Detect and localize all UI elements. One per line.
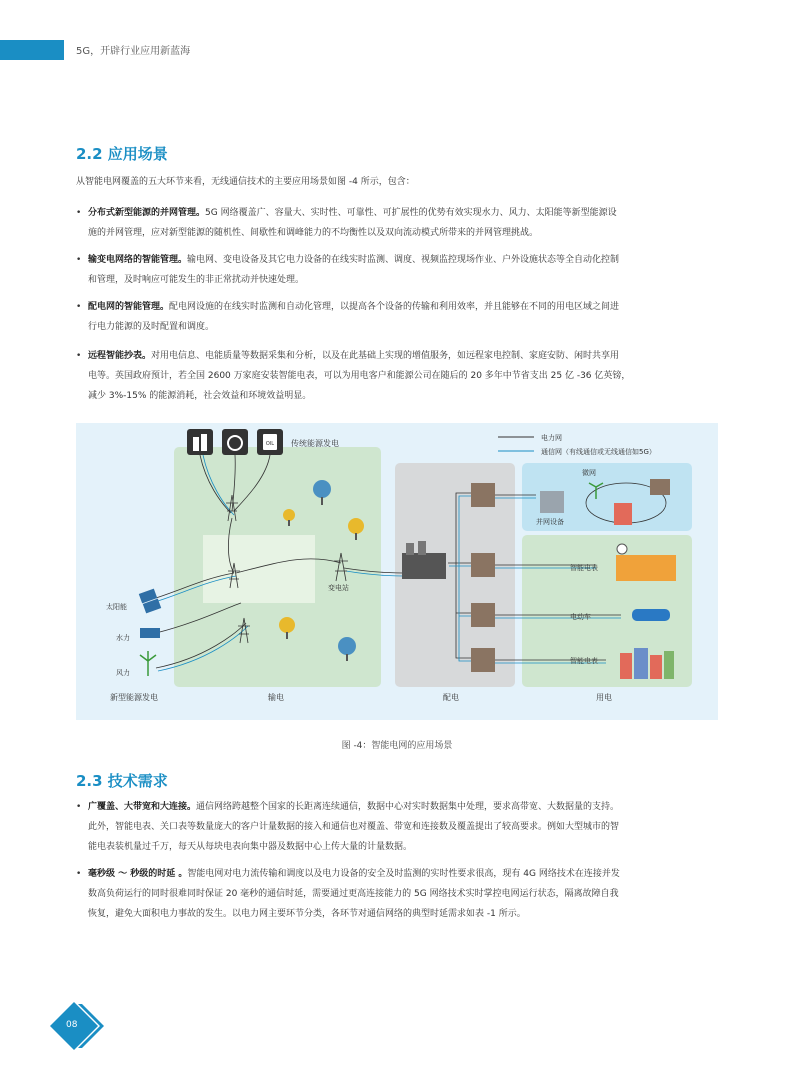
bullet-text: 恢复，避免大面积电力事故的发生。以电力网主要环节分类，各环节对通信网络的典型时延需求如表 -1 所示。 (88, 909, 526, 919)
traditional-power-label: 传统能源发电 (291, 439, 339, 448)
bullet-text: 数高负荷运行的同时很难同时保证 20 毫秒的通信时延，需要通过更高连接能力的 5G 网络技术实时掌控电网运行状态，隔离故障自我 (88, 889, 619, 899)
meter-icon (617, 544, 627, 554)
zone-label-distribution: 配电 (443, 693, 459, 702)
water-label: 水力 (116, 634, 130, 642)
building-icon (664, 651, 674, 679)
header-accent-bar (0, 40, 64, 60)
chimney-icon (406, 543, 414, 555)
cooling-tower-icon (193, 437, 199, 451)
electric-car-icon (632, 609, 670, 621)
bullet-text: 通信网络跨越整个国家的长距离连续通信，数据中心对实时数据集中处理，要求高带宽、大数据量的支持。 (196, 802, 620, 812)
factory-icon (616, 555, 676, 581)
bullet-text: 能电表装机量过千万，每天从每块电表向集中器及数据中心上传大量的计量数据。 (88, 842, 413, 852)
microgrid-server-icon (650, 479, 670, 495)
server-icon (471, 553, 495, 577)
bullet-item (76, 346, 728, 406)
page-badge-shape (48, 996, 108, 1056)
bullet-lead: 分布式新型能源的并网管理。 (88, 208, 206, 218)
server-icon (471, 648, 495, 672)
legend-comm-label: 通信网（有线通信或无线通信如5G） (541, 448, 656, 456)
bullet-lead: 远程智能抄表。 (88, 351, 152, 361)
building-icon (614, 503, 632, 525)
smart-meter-label-2: 智能电表 (570, 657, 598, 665)
distribution-center-icon (402, 553, 446, 579)
building-icon (620, 653, 632, 679)
bullet-item (76, 203, 728, 243)
grid-device-label: 并网设备 (536, 518, 564, 526)
zone-label-consumption: 用电 (596, 693, 612, 702)
smart-meter-label-1: 智能电表 (570, 564, 598, 572)
bullet-lead: 毫秒级 ～ 秒级的时延 。 (88, 869, 188, 879)
wind-turbine-icon (140, 651, 156, 676)
legend-power-label: 电力网 (541, 434, 562, 442)
bullet-text: 此外，智能电表、关口表等数量庞大的客户计量数据的接入和通信也对覆盖、带宽和连接数及覆盖提出了较高要求。例如大型城市的智 (88, 822, 620, 832)
bullet-lead: 广覆盖、大带宽和大连接。 (88, 802, 197, 812)
server-icon (471, 603, 495, 627)
bullet-text: 减少 3%-15% 的能源消耗，社会效益和环境效益明显。 (88, 391, 312, 401)
bullet-text: 施的并网管理，应对新型能源的随机性、间歇性和调峰能力的不均衡性以及双向流动模式所带来的并网管理挑战。 (88, 228, 539, 238)
smart-grid-svg (76, 423, 718, 720)
building-icon (634, 648, 648, 679)
server-icon (471, 483, 495, 507)
figure-caption: 图 -4：智能电网的应用场景 (341, 741, 453, 751)
bullet-text: 对用电信息、电能质量等数据采集和分析，以及在此基础上实现的增值服务，如远程家电控制、家庭安防、闲时共享用 (151, 351, 620, 361)
page-number: 08 (66, 1020, 78, 1030)
grid-device-icon (540, 491, 564, 513)
zone-label-generation: 新型能源发电 (110, 693, 158, 702)
bullet-text: 智能电网对电力流传输和调度以及电力设备的安全及时监测的实时性要求很高，现有 4G 网络技术在连接并发 (187, 869, 620, 879)
wind-label: 风力 (116, 669, 130, 677)
bullet-item (76, 797, 728, 857)
smart-grid-diagram (76, 423, 718, 720)
bullet-item (76, 250, 728, 290)
substation-label: 变电站 (328, 584, 349, 592)
hydro-icon (140, 628, 160, 638)
zone-label-transmission: 输电 (268, 693, 284, 702)
page-number-badge (48, 996, 108, 1056)
bullet-item (76, 864, 728, 924)
bullet-text: 5G 网络覆盖广、容量大、实时性、可靠性、可扩展性的优势有效实现水力、风力、太阳能等新型能源设 (205, 208, 617, 218)
chimney-icon (418, 541, 426, 555)
solar-label: 太阳能 (106, 603, 127, 611)
bullet-text: 电等。英国政府预计，若全国 2600 万家庭安装智能电表，可以为用电客户和能源公司在随后的 20 多年中节省支出 25 亿 -36 亿英镑， (88, 371, 631, 381)
bullet-text: 和管理，及时响应可能发生的非正常扰动并快速处理。 (88, 275, 305, 285)
running-header: 5G，开辟行业应用新蓝海 (76, 46, 191, 57)
section-heading-2-2: 2.2 应用场景 (76, 145, 168, 163)
substation-area (203, 535, 315, 603)
bullet-text: 行电力能源的及时配置和调度。 (88, 322, 215, 332)
microgrid-label: 微网 (582, 469, 596, 477)
bullet-item (76, 297, 728, 337)
bullet-lead: 输变电网络的智能管理。 (88, 255, 188, 265)
bullet-lead: 配电网的智能管理。 (88, 302, 170, 312)
gas-icon (222, 429, 248, 455)
oil-label: OIL (265, 441, 275, 447)
intro-paragraph: 从智能电网覆盖的五大环节来看，无线通信技术的主要应用场景如图 -4 所示，包含： (76, 177, 415, 187)
bullet-text: 配电网设施的在线实时监测和自动化管理，以提高各个设备的传输和利用效率，并且能够在不同的用电区域之间进 (169, 302, 620, 312)
power-plant-icon (187, 429, 213, 455)
bullet-text: 输电网、变电设备及其它电力设备的在线实时监测、调度、视频监控现场作业、户外设施状态等全自动化控制 (187, 255, 620, 265)
section-heading-2-3: 2.3 技术需求 (76, 772, 168, 790)
cooling-tower-icon (201, 434, 207, 451)
building-icon (650, 655, 662, 679)
ev-label: 电动车 (570, 613, 591, 621)
